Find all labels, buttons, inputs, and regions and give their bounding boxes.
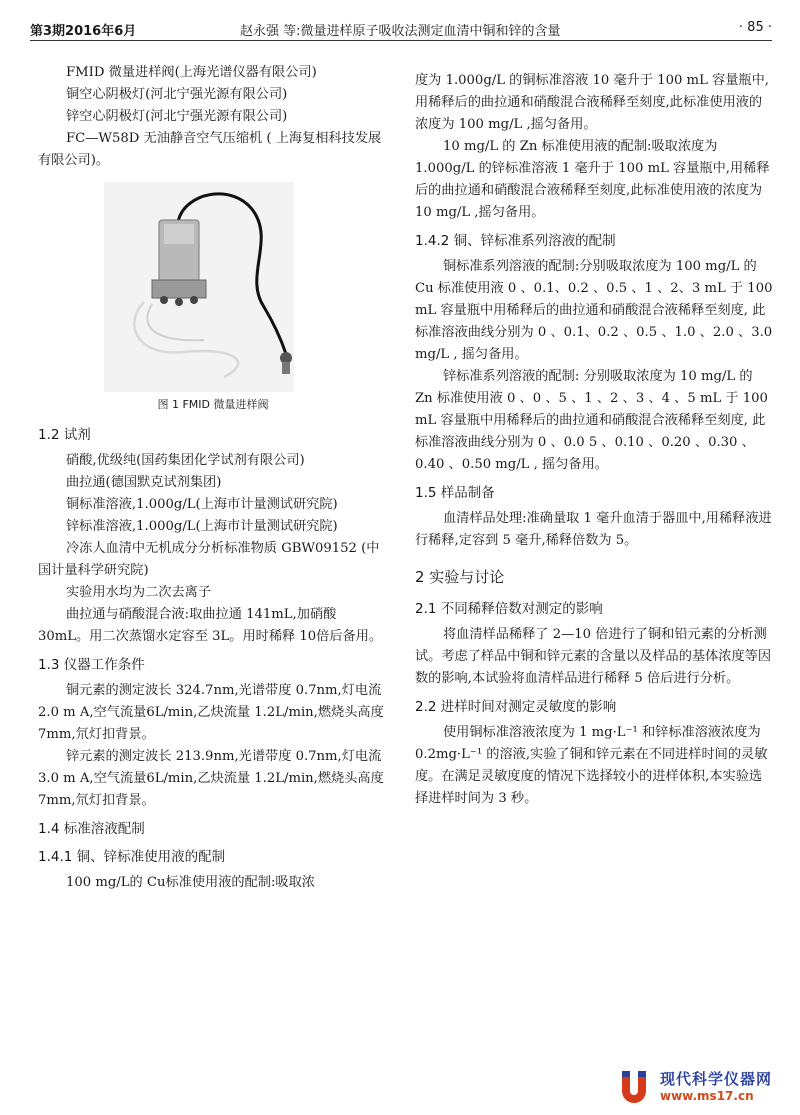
site-watermark bbox=[614, 1065, 792, 1109]
reagent-5: 冷冻人血清中无机成分分析标准物质 GBW09152 (中国计量科学研究院) bbox=[38, 541, 380, 578]
equipment-item-4: FC—W58D 无油静音空气压缩机 ( 上海复相科技发展有限公司)。 bbox=[38, 131, 382, 168]
cu-working-solution-cont: 度为 1.000g/L 的铜标准溶液 10 毫升于 100 mL 容量瓶中,用稀释后的曲拉通和硝酸混合液稀释至刻度,此标准使用液的浓度为 100 mg/L ,摇匀备用。 bbox=[415, 73, 769, 132]
reagent-3: 铜标准溶液,1.000g/L(上海市计量测试研究院) bbox=[66, 497, 338, 512]
section-1-4-1-heading: 1.4.1 铜、锌标准使用液的配制 bbox=[38, 849, 226, 865]
zn-working-solution-text: 10 mg/L 的 Zn 标准使用液的配制:吸取浓度为 1.000g/L 的锌标准溶液 1 毫升于 100 mL 容量瓶中,用稀释后的曲拉通和硝酸混合液稀释至刻度,此标准使用液的浓度为 10 mg/L ,摇匀备用。 bbox=[415, 139, 770, 220]
section-2-2-heading: 2.2 进样时间对测定灵敏度的影响 bbox=[415, 699, 617, 715]
copper-conditions: 铜元素的测定波长 324.7nm,光谱带度 0.7nm,灯电流 2.0 m A,空气流量6L/min,乙炔流量 1.2L/min,燃烧头高度 7mm,氘灯扣背景。 bbox=[38, 683, 384, 742]
issue-label: 第3期2016年6月 bbox=[30, 24, 137, 39]
injection-time-text: 使用铜标准溶液浓度为 1 mg·L⁻¹ 和锌标准溶液浓度为 0.2mg·L⁻¹ 的溶液,实验了铜和锌元素在不同进样时间的灵敏度。在满足灵敏度度的情况下选择较小的进样体积,本实验选择进样时间为 3 秒。 bbox=[415, 725, 768, 806]
page-number: · 85 · bbox=[738, 20, 772, 35]
watermark-url: www.ms17.cn bbox=[660, 1089, 754, 1103]
watermark-title: 现代科学仪器网 bbox=[660, 1070, 773, 1088]
reagent-6: 实验用水均为二次去离子 bbox=[66, 585, 212, 600]
zn-series-text: 锌标准系列溶液的配制: 分别吸取浓度为 10 mg/L 的 Zn 标准使用液 0 、0 、5 、1 、2 、3 、4 、5 mL 于 100 mL 容量瓶中用稀释后的曲拉通和硝酸混合液稀释至刻度, 此标准溶液曲线分别为 0 、0.0 5 、0.10 、0.20 、0.30 、0.40 、0.50 mg/L , 摇匀备用。 bbox=[415, 369, 768, 472]
sample-prep-text: 血清样品处理:准确量取 1 毫升血清于器皿中,用稀释液进行稀释,定容到 5 毫升,稀释倍数为 5。 bbox=[415, 511, 772, 548]
running-header bbox=[30, 18, 772, 41]
article-running-title: 赵永强 等:微量进样原子吸收法测定血清中铜和锌的含量 bbox=[240, 24, 561, 39]
magnet-logo-icon bbox=[614, 1067, 654, 1107]
section-1-3-heading: 1.3 仪器工作条件 bbox=[38, 657, 145, 673]
section-2-heading: 2 实验与讨论 bbox=[415, 568, 505, 586]
section-1-5-heading: 1.5 样品制备 bbox=[415, 485, 495, 501]
zinc-conditions: 锌元素的测定波长 213.9nm,光谱带度 0.7nm,灯电流 3.0 m A,空气流量6L/min,乙炔流量 1.2L/min,燃烧头高度 7mm,氘灯扣背景。 bbox=[38, 749, 384, 808]
cu-working-solution-text: 100 mg/L的 Cu标准使用液的配制:吸取浓 bbox=[66, 875, 315, 890]
equipment-item-3: 锌空心阴极灯(河北宁强光源有限公司) bbox=[66, 109, 288, 124]
dilution-text: 将血清样品稀释了 2—10 倍进行了铜和铅元素的分析测试。考虑了样品中铜和锌元素的含量以及样品的基体浓度等因数的影响,本试验将血清样品进行稀释 5 倍后进行分析。 bbox=[415, 627, 772, 686]
reagent-2: 曲拉通(德国默克试剂集团) bbox=[66, 475, 222, 490]
reagent-7: 曲拉通与硝酸混合液:取曲拉通 141mL,加硝酸 30mL。用二次蒸馏水定容至 3L。用时稀释 10倍后备用。 bbox=[38, 607, 383, 644]
cu-series-text: 铜标准系列溶液的配制:分别吸取浓度为 100 mg/L 的 Cu 标准使用液 0 、0.1、0.2 、0.5 、1 、2、3 mL 于 100 mL 容量瓶中用稀释后的曲拉通和硝酸混合液稀释至刻度, 此标准溶液曲线分别为 0 、0.1、0.2 、0.5 、1.0 、2.0 、3.0 mg/L , 摇匀备用。 bbox=[415, 259, 773, 362]
right-column bbox=[415, 70, 773, 810]
figure-caption: 图 1 FMID 微量进样阀 bbox=[157, 398, 269, 411]
section-1-4-2-heading: 1.4.2 铜、锌标准系列溶液的配制 bbox=[415, 233, 616, 249]
valve-photo bbox=[104, 182, 294, 392]
equipment-item-1: FMID 微量进样阀(上海光谱仪器有限公司) bbox=[66, 65, 317, 80]
reagent-4: 锌标准溶液,1.000g/L(上海市计量测试研究院) bbox=[66, 519, 338, 534]
left-column bbox=[38, 62, 388, 894]
section-1-4-heading: 1.4 标准溶液配制 bbox=[38, 821, 145, 837]
section-2-1-heading: 2.1 不同稀释倍数对测定的影响 bbox=[415, 601, 603, 617]
section-1-2-heading: 1.2 试剂 bbox=[38, 427, 91, 443]
reagent-1: 硝酸,优级纯(国药集团化学试剂有限公司) bbox=[66, 453, 305, 468]
equipment-item-2: 铜空心阴极灯(河北宁强光源有限公司) bbox=[66, 87, 288, 102]
